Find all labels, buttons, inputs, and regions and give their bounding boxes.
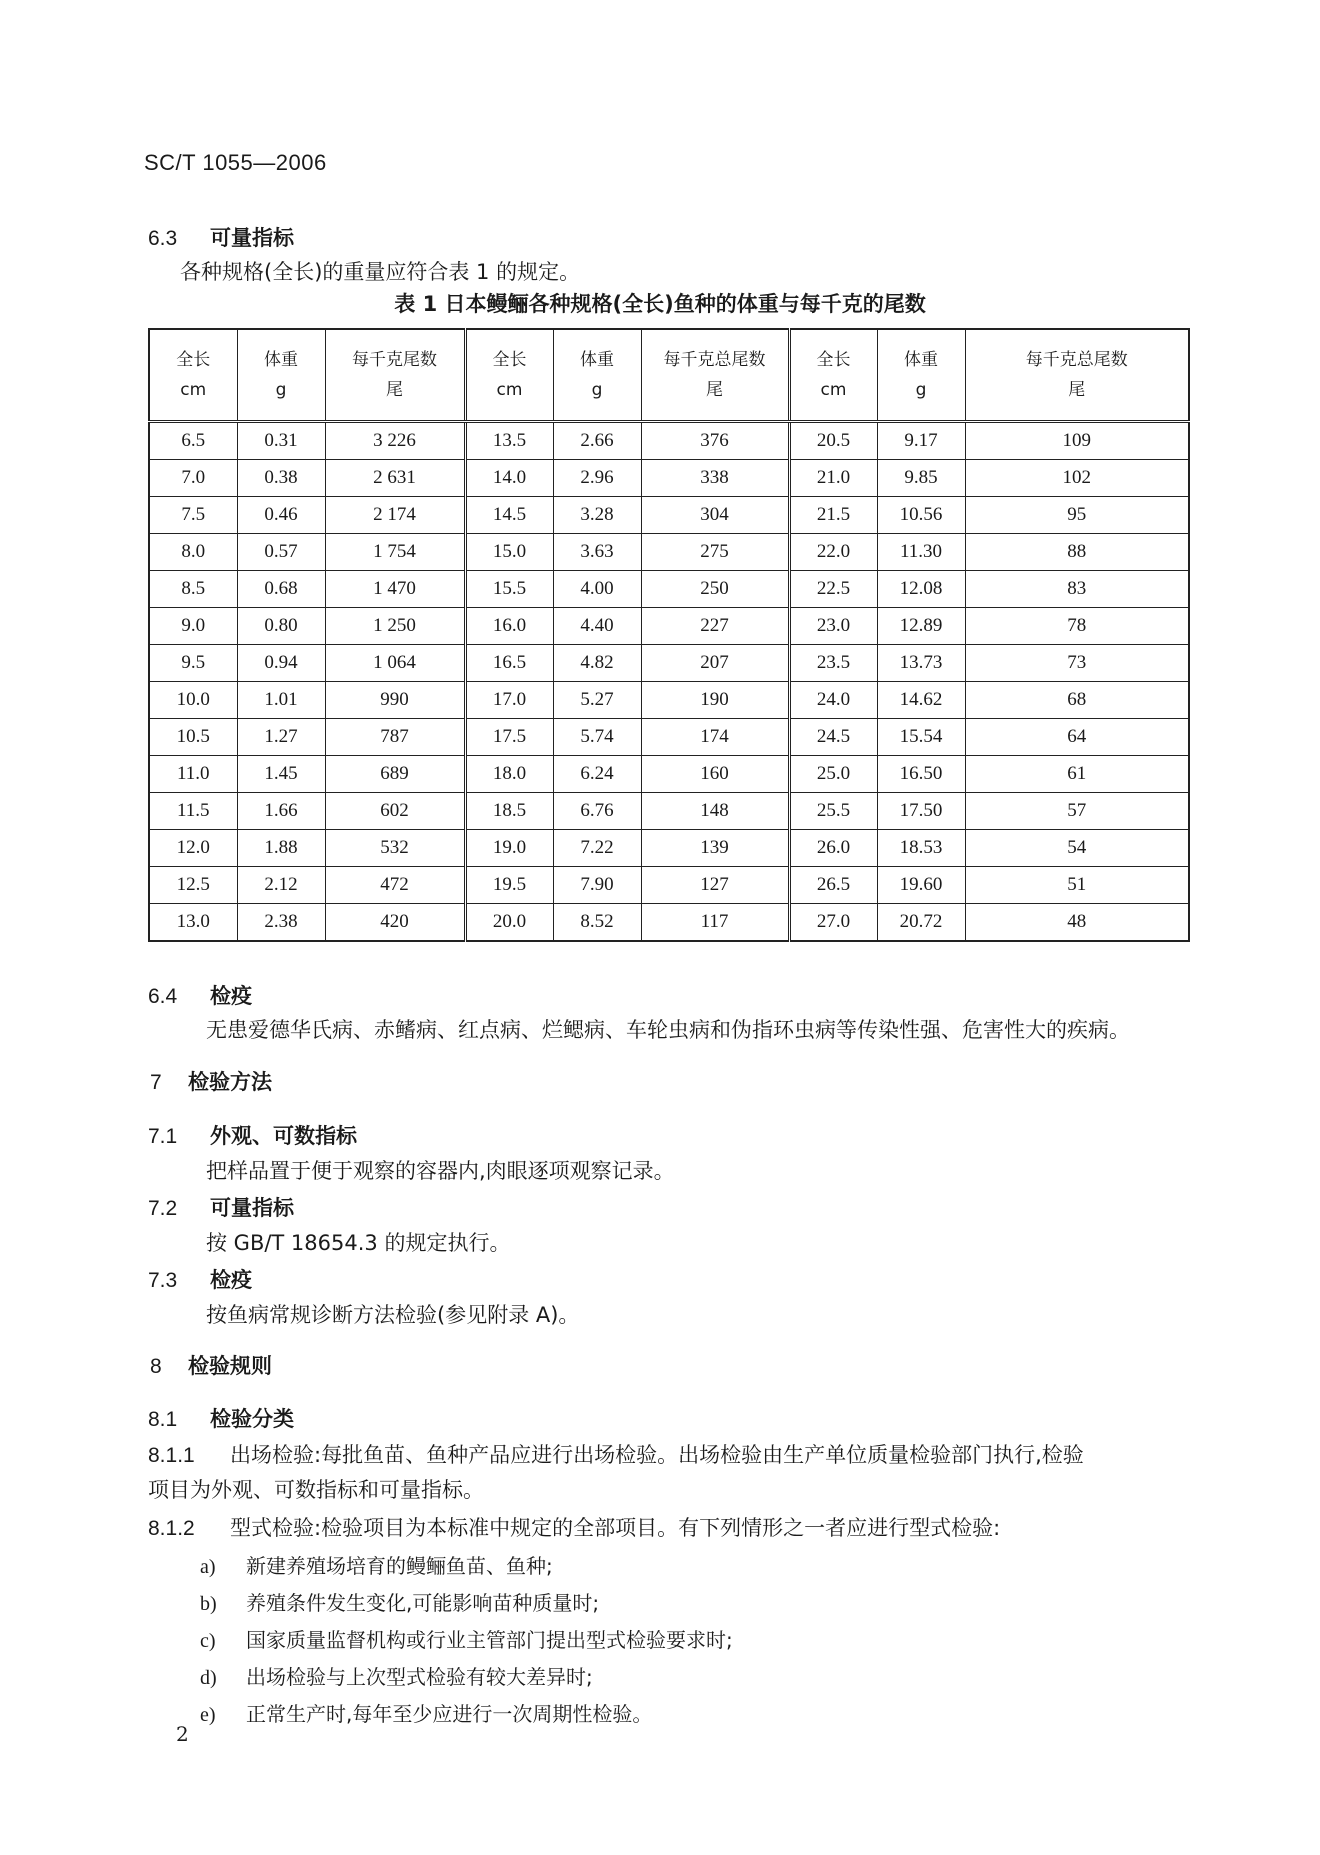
table-cell: 0.46 [237,497,325,534]
section-title: 检验规则 [188,1354,272,1378]
table-cell: 15.54 [877,719,965,756]
table-cell: 5.27 [553,682,641,719]
table-cell: 160 [641,756,789,793]
table-cell: 15.5 [465,571,553,608]
section-title: 检验方法 [188,1070,272,1094]
table-cell: 27.0 [789,904,877,942]
table-cell: 227 [641,608,789,645]
table-cell: 24.0 [789,682,877,719]
table-cell: 1.27 [237,719,325,756]
data-table [148,328,1190,942]
table-caption: 表 1 日本鳗鲡各种规格(全长)鱼种的体重与每千克的尾数 [394,292,926,316]
page-number: 2 [176,1722,189,1746]
table-row [149,460,1189,497]
list-item: c) 国家质量监督机构或行业主管部门提出型式检验要求时; [200,1628,733,1652]
table-cell: 1 064 [325,645,465,682]
table-cell: 57 [965,793,1189,830]
table-cell: 990 [325,682,465,719]
table-cell: 18.0 [465,756,553,793]
table-cell: 17.50 [877,793,965,830]
section-number: 7 [150,1071,162,1094]
list-item: d) 出场检验与上次型式检验有较大差异时; [200,1665,593,1689]
table-cell: 10.0 [149,682,237,719]
table-cell: 73 [965,645,1189,682]
table-cell: 0.68 [237,571,325,608]
standard-code: SC/T 1055—2006 [144,150,327,175]
table-cell: 2.38 [237,904,325,942]
table-cell: 54 [965,830,1189,867]
table-cell: 4.00 [553,571,641,608]
table-cell: 8.52 [553,904,641,942]
table-cell: 26.0 [789,830,877,867]
section-7-3-text: 按鱼病常规诊断方法检验(参见附录 A)。 [206,1303,580,1327]
table-cell: 19.60 [877,867,965,904]
section-title: 检验分类 [210,1407,294,1431]
table-cell: 0.80 [237,608,325,645]
table-cell: 6.76 [553,793,641,830]
table-cell: 11.30 [877,534,965,571]
section-title: 外观、可数指标 [210,1124,357,1148]
section-title: 可量指标 [210,226,294,250]
table-cell: 11.5 [149,793,237,830]
table-cell: 23.0 [789,608,877,645]
header-cell: 全长 cm [465,329,553,422]
table-cell: 376 [641,422,789,460]
section-8-1-1-line1 [148,1439,1084,1469]
table-cell: 127 [641,867,789,904]
table-cell: 23.5 [789,645,877,682]
table-cell: 21.5 [789,497,877,534]
table-row [149,682,1189,719]
table-cell: 1.45 [237,756,325,793]
table-cell: 250 [641,571,789,608]
table-cell: 787 [325,719,465,756]
table-cell: 4.82 [553,645,641,682]
table-cell: 602 [325,793,465,830]
table-cell: 13.0 [149,904,237,942]
table-cell: 7.5 [149,497,237,534]
section-title: 可量指标 [210,1196,294,1220]
table-cell: 117 [641,904,789,942]
list-item: e) 正常生产时,每年至少应进行一次周期性检验。 [200,1702,653,1726]
table-cell: 0.57 [237,534,325,571]
table-cell: 51 [965,867,1189,904]
table-cell: 10.56 [877,497,965,534]
section-8-1-1-text: 出场检验:每批鱼苗、鱼种产品应进行出场检验。出场检验由生产单位质量检验部门执行,检验 [230,1443,1084,1467]
header-cell: 体重 g [553,329,641,422]
section-number: 8.1.1 [148,1444,195,1467]
table-cell: 12.89 [877,608,965,645]
table-row [149,497,1189,534]
table-cell: 8.5 [149,571,237,608]
table-cell: 7.0 [149,460,237,497]
table-cell: 0.94 [237,645,325,682]
table-cell: 64 [965,719,1189,756]
section-number: 7.1 [148,1125,178,1148]
header-cell: 每千克总尾数 尾 [641,329,789,422]
section-6-3-heading [148,222,294,252]
table-cell: 1.88 [237,830,325,867]
header-cell: 每千克总尾数 尾 [965,329,1189,422]
table-cell: 25.5 [789,793,877,830]
table-cell: 3.63 [553,534,641,571]
table-row [149,534,1189,571]
table-cell: 275 [641,534,789,571]
table-cell: 472 [325,867,465,904]
table-cell: 0.31 [237,422,325,460]
section-7-heading [150,1066,272,1096]
table-row [149,571,1189,608]
table-cell: 14.62 [877,682,965,719]
section-8-1-1-line2: 项目为外观、可数指标和可量指标。 [148,1478,484,1502]
table-cell: 6.24 [553,756,641,793]
table-cell: 83 [965,571,1189,608]
table-cell: 15.0 [465,534,553,571]
header-cell: 体重 g [237,329,325,422]
section-number: 8.1 [148,1408,178,1431]
table-cell: 16.50 [877,756,965,793]
header-cell: 全长 cm [789,329,877,422]
table-cell: 2 631 [325,460,465,497]
table-cell: 48 [965,904,1189,942]
table-cell: 2.12 [237,867,325,904]
section-8-1-2-text: 型式检验:检验项目为本标准中规定的全部项目。有下列情形之一者应进行型式检验: [230,1516,1001,1540]
table-cell: 2.96 [553,460,641,497]
table-cell: 18.5 [465,793,553,830]
table-cell: 532 [325,830,465,867]
section-number: 7.2 [148,1197,178,1220]
table-cell: 22.5 [789,571,877,608]
table-cell: 16.5 [465,645,553,682]
table-cell: 1.66 [237,793,325,830]
table-cell: 18.53 [877,830,965,867]
table-cell: 12.0 [149,830,237,867]
table-cell: 9.85 [877,460,965,497]
table-row [149,422,1189,460]
table-row [149,719,1189,756]
table-cell: 9.0 [149,608,237,645]
table-cell: 61 [965,756,1189,793]
table-cell: 139 [641,830,789,867]
section-7-2-heading [148,1192,294,1222]
section-6-3-text: 各种规格(全长)的重量应符合表 1 的规定。 [180,260,581,284]
table-cell: 2.66 [553,422,641,460]
table-cell: 22.0 [789,534,877,571]
table-row [149,756,1189,793]
section-6-4-text: 无患爱德华氏病、赤鳍病、红点病、烂鳃病、车轮虫病和伪指环虫病等传染性强、危害性大的疾病。 [206,1018,1130,1042]
table-cell: 16.0 [465,608,553,645]
table-cell: 9.17 [877,422,965,460]
section-number: 8.1.2 [148,1517,195,1540]
table-cell: 4.40 [553,608,641,645]
table-cell: 420 [325,904,465,942]
section-8-1-heading [148,1403,294,1433]
table-cell: 3.28 [553,497,641,534]
table-cell: 95 [965,497,1189,534]
header-cell: 每千克尾数 尾 [325,329,465,422]
table-cell: 0.38 [237,460,325,497]
table-cell: 17.0 [465,682,553,719]
table-cell: 190 [641,682,789,719]
section-title: 检疫 [210,1268,252,1292]
table-cell: 25.0 [789,756,877,793]
table-cell: 24.5 [789,719,877,756]
section-7-3-heading [148,1264,252,1294]
table-row [149,645,1189,682]
section-8-1-2-line [148,1512,1000,1542]
table-cell: 109 [965,422,1189,460]
header-cell: 体重 g [877,329,965,422]
list-item: b) 养殖条件发生变化,可能影响苗种质量时; [200,1591,600,1615]
table-cell: 14.0 [465,460,553,497]
table-cell: 7.90 [553,867,641,904]
table-cell: 304 [641,497,789,534]
header-cell: 全长 cm [149,329,237,422]
table-cell: 14.5 [465,497,553,534]
section-number: 6.3 [148,227,178,250]
table-cell: 102 [965,460,1189,497]
table-row [149,904,1189,942]
table-cell: 10.5 [149,719,237,756]
section-number: 7.3 [148,1269,178,1292]
section-7-1-text: 把样品置于便于观察的容器内,肉眼逐项观察记录。 [206,1159,675,1183]
table-cell: 207 [641,645,789,682]
table-cell: 19.0 [465,830,553,867]
section-7-2-text: 按 GB/T 18654.3 的规定执行。 [206,1231,511,1255]
table-cell: 5.74 [553,719,641,756]
table-row [149,608,1189,645]
table-cell: 12.08 [877,571,965,608]
table-cell: 21.0 [789,460,877,497]
section-title: 检疫 [210,984,252,1008]
section-number: 6.4 [148,985,178,1008]
table-cell: 148 [641,793,789,830]
table-cell: 174 [641,719,789,756]
table-cell: 68 [965,682,1189,719]
table-cell: 9.5 [149,645,237,682]
table-row [149,867,1189,904]
table-cell: 1 754 [325,534,465,571]
table-cell: 13.73 [877,645,965,682]
table-cell: 13.5 [465,422,553,460]
table-cell: 12.5 [149,867,237,904]
table-cell: 1.01 [237,682,325,719]
table-cell: 8.0 [149,534,237,571]
table-cell: 3 226 [325,422,465,460]
section-6-4-heading [148,980,252,1010]
table-cell: 19.5 [465,867,553,904]
table-cell: 11.0 [149,756,237,793]
section-7-1-heading [148,1120,357,1150]
table-cell: 88 [965,534,1189,571]
table-cell: 20.5 [789,422,877,460]
table-cell: 26.5 [789,867,877,904]
table-cell: 338 [641,460,789,497]
table-cell: 7.22 [553,830,641,867]
table-row [149,830,1189,867]
table-cell: 2 174 [325,497,465,534]
table-cell: 689 [325,756,465,793]
table-row [149,793,1189,830]
table-cell: 20.72 [877,904,965,942]
section-8-heading [150,1350,272,1380]
section-number: 8 [150,1355,162,1378]
table-cell: 78 [965,608,1189,645]
table-cell: 6.5 [149,422,237,460]
table-cell: 1 250 [325,608,465,645]
table-cell: 17.5 [465,719,553,756]
table-cell: 1 470 [325,571,465,608]
list-item: a) 新建养殖场培育的鳗鲡鱼苗、鱼种; [200,1554,553,1578]
table-cell: 20.0 [465,904,553,942]
table-header-row [149,329,1189,422]
